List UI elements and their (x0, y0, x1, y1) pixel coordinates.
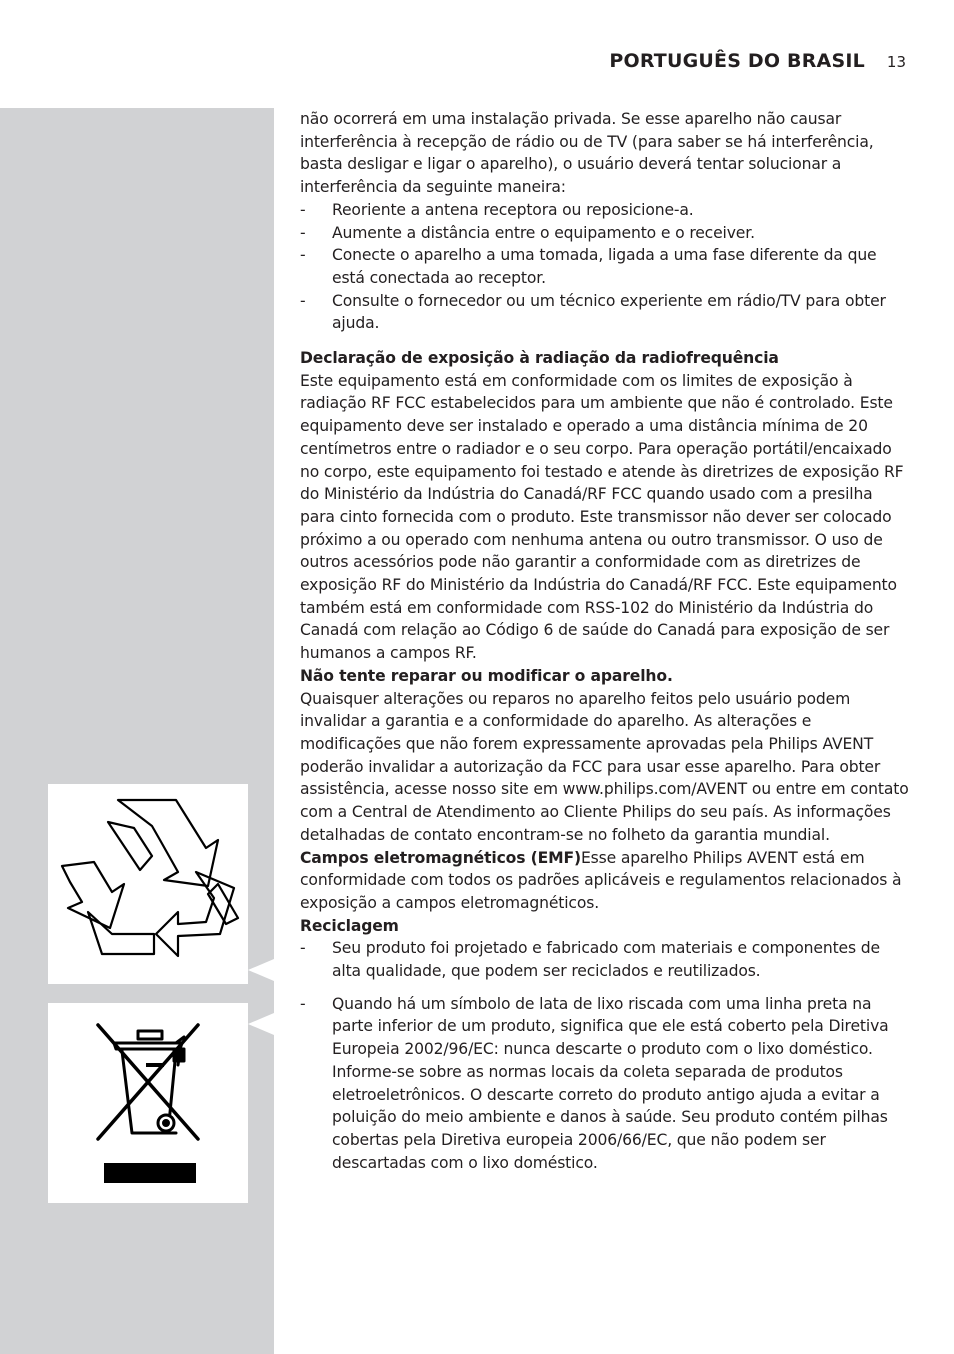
emf-paragraph (300, 847, 912, 915)
section-title: PORTUGUÊS DO BRASIL (609, 50, 865, 72)
rf-body: Este equipamento está em conformidade com os limites de exposição à radiação RF FCC estabelecidos para um ambiente que não é controlado. Este equipamento deve ser instalado e operado a uma distância mínima de 20 centímetros entre o radiador e o seu corpo. Para operação portátil/encaixado no corpo, este equipamento foi testado e atende às diretrizes de exposição RF do Ministério da Indústria do Canadá/RF FCC quando usado com a presilha para cinto fornecida com o produto. Este transmissor não dever ser colocado próximo a ou operado com nenhuma antena ou outro transmissor. O uso de outros acessórios pode não garantir a conformidade com as diretrizes de exposição RF do Ministério da Indústria do Canadá/RF FCC. Este equipamento também está em conformidade com RSS-102 do Ministério da Indústria do Canadá com relação ao Código 6 de saúde do Canadá para exposição de ser humanos a campos RF. (300, 371, 904, 663)
crossed-bin-symbol-box (48, 1003, 248, 1203)
bin-pointer (248, 1013, 274, 1035)
recycle-pointer (248, 959, 274, 981)
list-item: - Consulte o fornecedor ou um técnico experiente em rádio/TV para obter ajuda. (300, 290, 912, 335)
intro-paragraph: não ocorrerá em uma instalação privada. Se esse aparelho não causar interferência à recepção de rádio ou de TV (para saber se há interferência, basta desligar e ligar o aparelho), o usuário deverá tentar solucionar a interferência da seguinte maneira: (300, 110, 874, 197)
recycling-list-2 (300, 993, 912, 1175)
list-item: - Reoriente a antena receptora ou reposicione-a. (300, 199, 912, 222)
recycling-heading: Reciclagem (300, 916, 399, 935)
emf-heading: Campos eletromagnéticos (EMF) (300, 848, 581, 867)
crossed-out-wheelie-bin-icon (48, 1003, 248, 1203)
modify-body: Quaisquer alterações ou reparos no aparelho feitos pelo usuário podem invalidar a garantia e a conformidade do aparelho. As alterações e modificações que não forem expressamente aprovadas pela Philips AVENT poderão invalidar a autorização da FCC para usar esse aparelho. Para obter assistência, acesse nosso site em www.philips.com/AVENT ou entre em contato com a Central de Atendimento ao Cliente Philips do seu país. As informações detalhadas de contato encontram-se no folheto da garantia mundial. (300, 689, 909, 844)
recycle-icon (48, 784, 248, 984)
list-item: - Conecte o aparelho a uma tomada, ligada a uma fase diferente da que está conectada ao receptor. (300, 244, 912, 289)
page-number: 13 (886, 53, 906, 71)
rf-heading: Declaração de exposição à radiação da radiofrequência (300, 349, 779, 368)
interference-steps-list (300, 199, 912, 335)
list-item: - Seu produto foi projetado e fabricado com materiais e componentes de alta qualidade, que podem ser reciclados e reutilizados. (300, 937, 912, 982)
modify-heading: Não tente reparar ou modificar o aparelho. (300, 666, 673, 685)
main-text-column (300, 108, 912, 1174)
list-item: - Aumente a distância entre o equipamento e o receiver. (300, 222, 912, 245)
recycling-list (300, 937, 912, 982)
emf-body: Esse aparelho Philips AVENT está em conformidade com todos os padrões aplicáveis e regulamentos relacionados à exposição a campos eletromagnéticos. (300, 848, 902, 912)
page-header (609, 50, 906, 72)
recycle-symbol-box (48, 784, 248, 984)
list-item: - Quando há um símbolo de lata de lixo riscada com uma linha preta na parte inferior de um produto, significa que ele está coberto pela Diretiva Europeia 2002/96/EC: nunca descarte o produto com o lixo doméstico. Informe-se sobre as normas locais da coleta separada de produtos eletroeletrônicos. O descarte correto do produto antigo ajuda a evitar a poluição do meio ambiente e danos à saúde. Seu produto contém pilhas cobertas pela Diretiva europeia 2006/66/EC, que não podem ser descartadas com o lixo doméstico. (300, 993, 912, 1175)
